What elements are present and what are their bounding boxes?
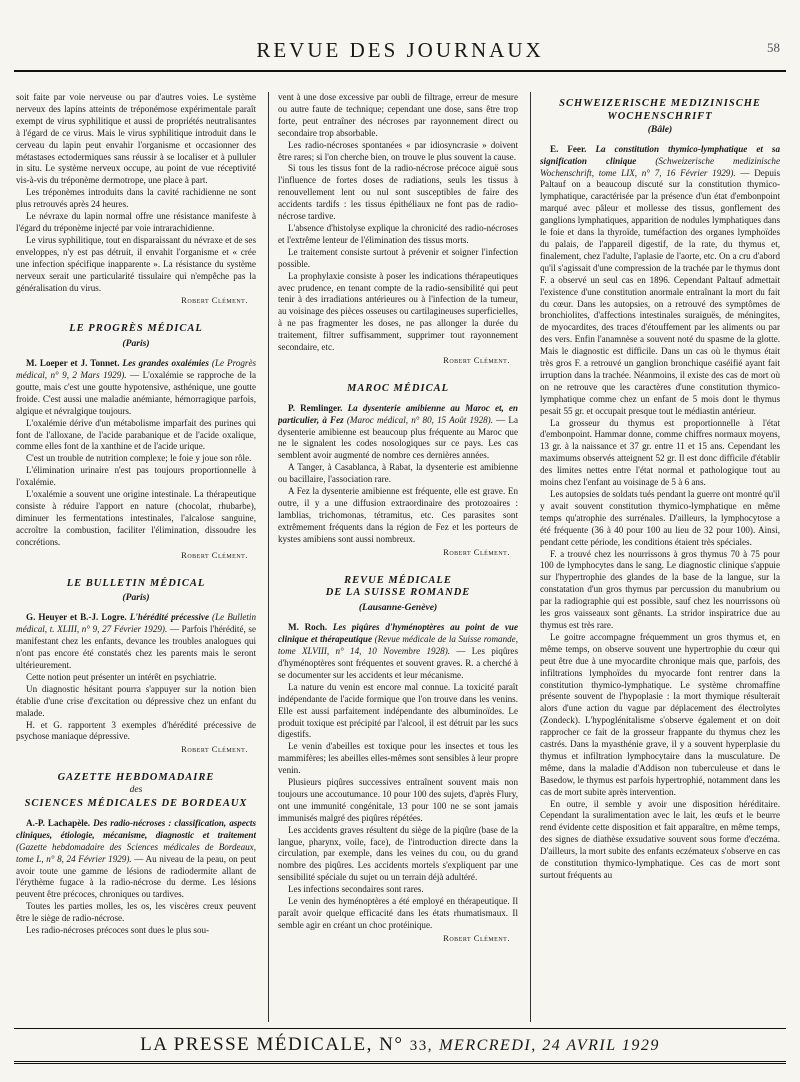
signature: Robert Clément. [181,744,248,755]
article-author: M. Roch. [288,622,328,633]
signature: Robert Clément. [181,295,248,306]
paragraph: Les tréponèmes introduits dans la cavité rachidienne ne sont plus retrouvés après 24 heures. [16,187,256,210]
intro-continuation [16,92,256,307]
paragraph: Le traitement consiste surtout à prévenir et soigner l'infection possible. [278,246,518,269]
journal-title: DE LA SUISSE ROMANDE [325,587,471,599]
article-title: L'hérédité précessive [129,612,210,623]
journal-city: (Paris) [122,592,150,604]
article-head [278,403,518,463]
paragraph: Les radio-nécroses précoces sont dues le plus sou- [26,925,210,936]
paragraph: Toutes les parties molles, les os, les viscères creux peuvent être le siège de radio-nécrose. [16,901,256,924]
article [540,144,780,882]
paragraph: Les accidents graves résultent du siège de la piqûre (base de la langue, pharynx, voile, face), de l'introduction directe dans la circulation, par exemple, dans les veines du cou, ou du grand nombre des piqûres. Les accidents mortels s'expliquent par une sensibilité spéciale du sujet ou un terrain déjà adultéré. [278,824,518,883]
article [16,612,256,756]
article-reference: (Maroc médical, n° 80, 15 Août 1928). [346,414,493,425]
article-title: La constitution thymico-lymphatique et sa signification clinique [540,143,780,166]
paragraph: F. a trouvé chez les nourrissons à gros thymus 70 à 75 pour 100 de lymphocytes dans le sang. Le diagnostic clinique s'appuie sur l'hypertrophie des glandes de la base de la langue, sur la constatation d'un gros thymus par percussion du manubrium ou par la radiographie qui est possible, sauf chez les nourrissons où les gros vaisseaux sont gênants. La stridor inspiratrice due au thymus est très rare. [540,548,780,630]
article-text: — Les piqûres d'hyménoptères sont fréquentes et souvent graves. R. a cherché à se documenter sur les accidents et leur mécanisme. [278,646,518,680]
paragraph: Plusieurs piqûres successives entraînent souvent mais non toujours une accoutumance. 10 pour 100 des sujets, d'après Flury, ont une immunité congénitale, 13 pour 100 ne se sont jamais immunisés malgré des piqûres répétées. [278,777,518,823]
paragraph: Le virus syphilitique, tout en disparaissant du névraxe et de ses enveloppes, n'y est pas détruit, il envahit l'organisme et « crée une infection spécifique inapparente ». La résistance du système nerveux serait une particularité tissulaire qui n'empêche pas la généralisation du virus. [16,234,256,293]
article-reference: (Schweizerische medizinische Wochenschrift, tome LIX, n° 7, 16 Février 1929). [540,155,780,178]
paragraph: Le névraxe du lapin normal offre une résistance manifeste à l'égard du tréponème injecté par voie intrarachidienne. [16,211,256,233]
paragraph: Les autopsies de soldats tués pendant la guerre ont montré qu'il y avait souvent constitution thymico-lymphatique en même temps qu'atrophie des surrénales. D'ailleurs, la lymphocytose a été fréquente (36 à 40 pour 100 au lieu de 32 pour 100). Ainsi, pendant cette période, les conditions étaient très spéciales. [540,489,780,547]
paragraph: Un diagnostic hésitant pourra s'appuyer sur la notion bien établie d'une crise d'excitation ou dépressive chez un enfant du malade. [16,683,256,718]
paragraph: La nature du venin est encore mal connue. La toxicité paraît indépendante de l'acide formique que l'on trouve dans les venins. Elle est aussi parfaitement indépendante des albuminoïdes. Le produit toxique est précipité par l'alcool, il est détruit par les sucs digestifs. [278,681,518,740]
paragraph: A Fez la dysenterie amibienne est fréquente, elle est grave. En outre, il y a une diffusion extraordinaire des protozoaires : lamblias, trichomonas, tétramitus, etc. Ces parasites sont extrêmement fréquents dans la région de Fez et les porteurs de kystes amibiens sont aussi nombreux. [278,486,518,544]
article-reference: (Revue médicale de la Suisse romande, tome XLVIII, n° 14, 10 Novembre 1928). [278,634,518,657]
paragraph: Cette notion peut présenter un intérêt en psychiatrie. [26,671,217,682]
paragraph: C'est un trouble de nutrition complexe; le foie y joue son rôle. [26,453,252,464]
journal-page [14,18,786,1064]
journal-city: (Paris) [122,338,150,350]
article-author: G. Heuyer et B.-J. Logre. [26,612,127,623]
paragraph: En outre, il semble y avoir une disposition héréditaire. Cependant la suralimentation avec le lait, les œufs et le beurre rend évidente cette disposition et fait apparaître, en même temps, des signes de diathèse exsudative souvent sous forme d'eczéma. D'ailleurs, la mort subite des enfants eczémateux s'observe en cas de constitution thymico-lymphatique. Ces cas de mort sont surtout fréquents au [540,798,780,880]
signature: Robert Clément. [181,549,248,560]
journal-city: (Bâle) [647,123,673,135]
article-reference: (Gazette hebdomadaire des Sciences médicales de Bordeaux, tome L, n° 8, 24 Février 1929). [16,841,256,864]
article-text: — La dysenterie amibienne est beaucoup plus fréquente au Maroc que ne le signalent les codes nosologiques sur ce pays. Les cas semblent avoir augmenté de nombre ces dernières années. [278,414,518,461]
article-author: M. Loeper et J. Tonnet. [26,358,120,369]
signature: Robert Clément. [443,932,510,943]
article-title: Des radio-nécroses : classification, aspects cliniques, étiologie, mécanisme, diagnostic et traitement [16,817,256,840]
article [16,818,256,937]
paragraph: Les infections secondaires sont rares. [288,884,424,895]
article-text: — Au niveau de la peau, on peut avoir toute une gamme de lésions de radiodermite allant de l'érythème fugace à la radio-nécrose du derme. Les lésions peuvent être précoces, chroniques ou tardives. [16,853,256,900]
article-text: — L'oxalémie se rapproche de la goutte, mais c'est une goutte hypotensive, asthénique, une goutte froide. C'est aussi une maladie anémiante, hémorragique parfois, algique et névralgique toujours. [16,370,256,416]
paragraph: L'absence d'histolyse explique la chronicité des radio-nécroses et l'extrême lenteur de l'élimination des tissus morts. [278,222,518,245]
article-title: Les piqûres d'hyménoptères au point de vue clinique et thérapeutique [278,622,518,645]
paragraph: A Tanger, à Casablanca, à Rabat, la dysenterie est amibienne ou bacillaire, l'association rare. [278,462,518,485]
paragraph: La grosseur du thymus est proportionnelle à l'état d'embonpoint. Hammar donne, comme chiffres normaux moyens, 13 gr. à la naissance et 37 gr. entre 11 et 15 ans. Cependant les maximums observés atteignent 52 gr. Il est donc difficile d'établir des limites nettes entre l'état normal et pathologique tout au moins chez l'enfant au voisinage de 5 à 6 ans. [540,417,780,488]
journal-title: GAZETTE HEBDOMADAIRE [57,772,215,784]
article-head [540,144,780,418]
article [16,358,256,561]
paragraph: La prophylaxie consiste à poser les indications thérapeutiques avec prudence, en tenant compte de la radio-sensibilité qui peut tenir à des irradiations antérieures ou à l'infection de la tumeur, au voisinage des pièces osseuses ou cartilagineuses superficielles, à ne pas fragmenter les doses, ne pas allonger la durée du traitement, filtrer suffisamment, supprimer tout rayonnement secondaire, etc. [278,270,518,353]
article-head [16,612,256,672]
column-left [16,92,256,1022]
column-middle [278,92,518,1022]
article-author: E. Feer. [550,143,587,154]
paragraph: Les radio-nécroses spontanées « par idiosyncrasie » doivent être rares; si l'on cherche bien, on trouve le plus souvent la cause. [278,139,518,162]
article-title: La dysenterie amibienne au Maroc et, en particulier, à Fez [278,402,518,425]
article-reference: (Le Bulletin médical, t. XLIII, n° 9, 27 Février 1929). [16,612,256,635]
paragraph: Le goitre accompagne fréquemment un gros thymus et, en même temps, on observe souvent une hypertrophie du cœur qui peut être due à une myocardite chronique mais que, parfois, des infiltrations lymphoïdes du myocarde font rentrer dans la constitution thymico-lymphatique. Le système chromaffine présente souvent de l'hypoplasie : la mort thymique résulterait alors d'une action du vague par déplacement des électrolytes (Zondeck). L'hypoglénitalisme s'observe également et on doit rapprocher ce fait de la grosseur frappante du thymus chez les castrés. Dans la myasthénie grave, il y a souvent hyperplasie du thymus et infiltration lymphocytaire dans la musculature. De même, dans la maladie d'Addison non tuberculeuse et dans le Basedow, le thymus est parfois hypertrophié, notamment dans les cas de mort subite après intervention. [540,631,780,797]
footer-line [14,1034,786,1056]
article [278,622,518,944]
journal-title: REVUE MÉDICALE [344,574,452,586]
paragraph: L'oxalémie dérive d'un métabolisme imparfait des purines qui font de l'alloxane, de l'acide parabanique et de l'acide oxalique, comme elles font de la xanthine et de l'acide urique. [16,417,256,452]
article-text: — Parfois l'hérédité, se manifestant chez les enfants, devance les troubles analogues qui n'ont pas encore été constatés chez les parents mais le seront ultérieurement. [16,624,256,670]
article-text: — Depuis Paltauf on a beaucoup discuté sur la constitution thymico-lymphatique, caractérisée par la présence d'un état d'embonpoint marqué avec pâleur et mollesse des tissus, gonflement des ganglions lymphatiques, apparition de nodules lymphatiques dans le foie et dans la thyroïde, tuméfaction des organes lymphoïdes du palais, de l'appareil digestif, de la rate, du thymus et, finalement, chez l'adulte, l'aplasie de l'aorte, etc. On a cru d'abord qu'il s'agissait d'une compression de la trachée par le thymus dont F. a observé un seul cas en 1896. Cependant Paltauf admettait l'existence d'une constitution anormale entraînant la mort du fait du cœur. Dans les autopsies, on a retrouvé des symptômes de bronchiolites, d'affections intestinales suraiguës, de méningites, de myocardites, des traces d'étouffement par les aliments ou par des vers. Enfin l'anamnèse a souvent noté du spasme de la glotte. Mais le diagnostic est difficile. Dans un cas où le thymus était très gros F. a retrouvé un ganglion bronchique caséifié ayant fait irruption dans la trachée. Néanmoins, il existe des cas de mort où on ne retrouve que les caractères d'une constitution thymico-lymphatique comme chez un enfant de 5 mois dont le thymus pesait 55 gr. et occupait presque tout le médiastin antérieur. [540,167,780,416]
journal-title: LE PROGRÈS MÉDICAL [69,323,203,335]
paragraph: Le venin d'abeilles est toxique pour les insectes et tous les mammifères; les abeilles elles-mêmes sont sensibles à leur propre venin. [278,741,518,776]
signature: Robert Clément. [443,546,510,557]
page-title: REVUE DES JOURNAUX [256,38,544,62]
journal-title: SCIENCES MÉDICALES DE BORDEAUX [24,798,248,810]
article-reference: (Le Progrès médical, n° 9, 2 Mars 1929). [16,358,256,381]
paragraph: L'oxalémie a souvent une origine intestinale. La thérapeutique consiste à réduire l'apport en nature (chocolat, rhubarbe), diminuer les fermentations intestinales, l'alcalose sanguine, accroître la combustion, faciliter l'élimination, dissoudre les concrétions. [16,489,256,547]
journal-title: LE BULLETIN MÉDICAL [66,577,206,589]
journal-title: WOCHENSCHRIFT [607,110,713,122]
article [278,403,518,559]
column-divider [268,92,269,1022]
article-head [16,818,256,901]
journal-title: SCHWEIZERISCHE MEDIZINISCHE [559,98,761,109]
footer-date: MERCREDI, 24 AVRIL 1929 [439,1037,660,1054]
article-continuation [278,92,518,367]
page-number: 58 [767,40,780,55]
article-title: Les grandes oxalémies [122,358,209,369]
column-right [540,92,780,1022]
article-author: A.-P. Lachapèle. [26,817,91,828]
journal-title-connector: des [129,785,143,796]
footer-journal: LA PRESSE MÉDICALE, N° [140,1034,404,1055]
page-header [14,18,786,72]
page-footer [14,1028,786,1064]
article-head [278,622,518,682]
paragraph: H. et G. rapportent 3 exemples d'hérédité précessive de psychose maniaque dépressive. [16,719,256,742]
footer-issue: 33, [409,1038,433,1054]
column-divider [530,92,531,1022]
journal-city: (Lausanne-Genève) [358,602,438,614]
article-head [16,358,256,418]
paragraph: L'élimination urinaire n'est pas toujours proportionnelle à l'oxalémie. [16,465,256,488]
article-author: P. Remlinger. [288,402,343,413]
paragraph: vent à une dose excessive par oubli de filtrage, erreur de mesure ou autre faute de technique; cependant une dose, sans être trop forte, peut entraîner des nécroses par rayonnement direct ou secondaire trop absorbable. [278,92,518,138]
journal-title: MAROC MÉDICAL [347,382,449,394]
signature: Robert Clément. [443,354,510,365]
paragraph: Si tous les tissus font de la radio-nécrose précoce aiguë sous l'influence de fortes doses de radiations, seuls les tissus à renouvellement lent ou nul sont susceptibles de faire des accidents tardifs : les tissus épithéliaux ne font pas de radio-nécrose tardive. [278,163,518,222]
paragraph: soit faite par voie nerveuse ou par d'autres voies. Le système nerveux des lapins atteints de tréponémose expérimentale paraît exempt de virus syphilitique et aussi de propriétés neutralisantes à l'égard de ce virus. Mais le virus syphilitique introduit dans le cerveau du lapin peut envahir l'organisme et occasionner des métastases ectodermiques sans réussir à se localiser et à pulluler in situ. Le système nerveux occupe, au point de vue réceptivité vis-à-vis du tréponème dermotrope, une place à part. [16,92,256,186]
paragraph: Le venin des hyménoptères a été employé en thérapeutique. Il paraît avoir quelque efficacité dans les états rhumatismaux. Il semble agir en créant un choc protéinique. [278,896,518,930]
